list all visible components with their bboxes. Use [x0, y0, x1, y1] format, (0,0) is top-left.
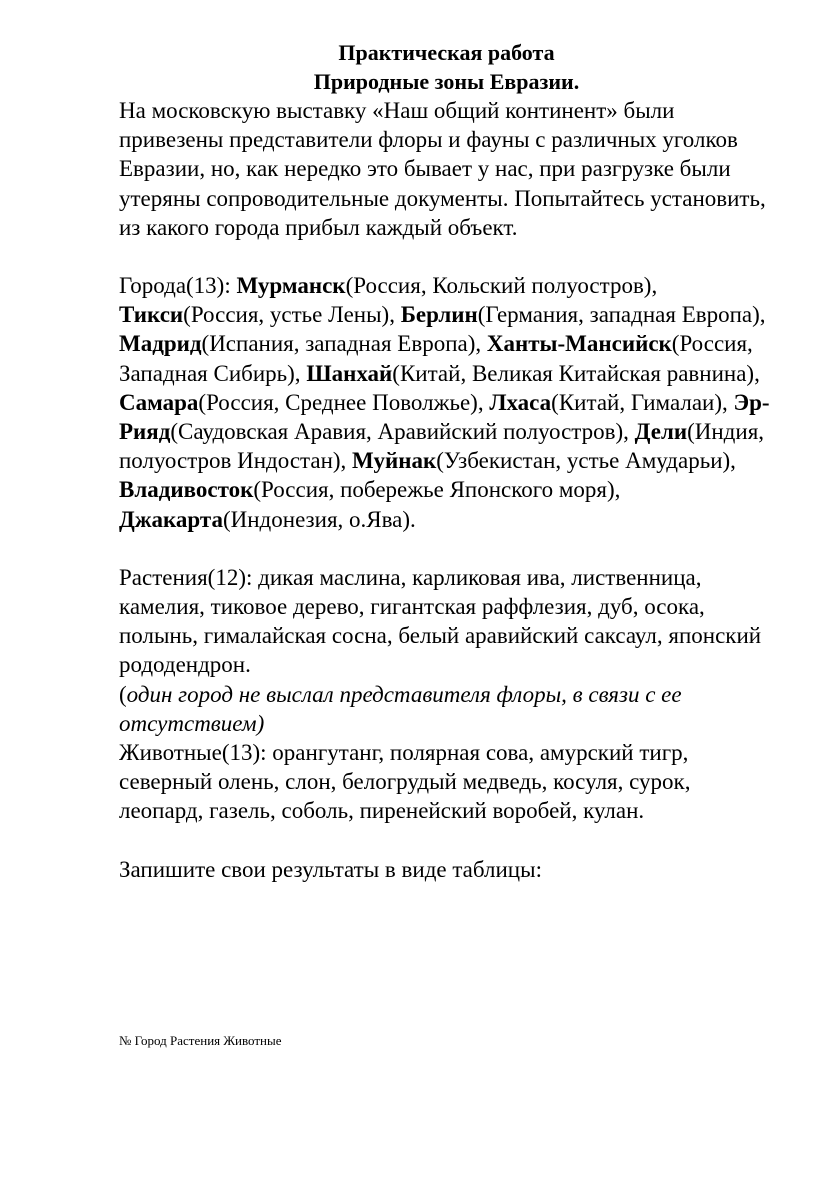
city-desc: (Саудовская Аравия, Аравийский полуостров), [170, 419, 635, 445]
city-name: Мурманск [236, 273, 346, 299]
city-name: Дели [634, 419, 688, 445]
city-name: Тикси [119, 302, 184, 328]
spacer [119, 826, 779, 855]
city-name: Владивосток [119, 477, 254, 503]
city-desc: (Россия, Западная Сибирь), [119, 331, 753, 386]
city-name: Шанхай [306, 360, 393, 386]
plants-paragraph: Растения(12): дикая маслина, карликовая ива, лиственница, камелия, тиковое дерево, гигантская раффлезия, дуб, осока, полынь, гималайская сосна, белый аравийский саксаул, японский рододендрон. [119, 564, 762, 678]
instruction-text: Запишите свои результаты в виде таблицы: [119, 856, 542, 882]
city-desc: (Испания, западная Европа), [201, 331, 487, 357]
city-desc: (Узбекистан, устье Амударьи), [436, 448, 736, 474]
city-name: Ханты-Мансийск [486, 331, 672, 357]
city-desc: (Россия, Кольский полуостров), [345, 273, 658, 299]
city-name: Лхаса [489, 389, 552, 415]
city-desc: (Германия, западная Европа), [477, 302, 766, 328]
title-line-2: Природные зоны Евразии. [313, 69, 580, 94]
spacer [119, 242, 779, 271]
note-italic-text: один город не выслал представителя флоры, в связи с ее отсутствием) [119, 681, 682, 736]
city-name: Мадрид [119, 331, 202, 357]
table-header-row: № Город Растения Животные [119, 1033, 282, 1048]
spacer [119, 534, 779, 563]
note-open-paren: ( [119, 681, 127, 707]
document-page [119, 38, 779, 884]
city-desc: (Китай, Великая Китайская равнина), [392, 360, 760, 386]
cities-label: Города(13): [119, 273, 237, 299]
city-name: Эр-Рияд [119, 389, 770, 445]
intro-paragraph: На московскую выставку «Наш общий континент» были привезены представители флоры и фауны с различных уголков Евразии, но, как нередко это бывает у нас, при разгрузке были утеряны сопроводительные документы. Попытайтесь установить, из какого города прибыл каждый объект. [119, 98, 766, 240]
animals-paragraph: Животные(13): орангутанг, полярная сова, амурский тигр, северный олень, слон, белогрудый медведь, косуля, сурок, леопард, газель, соболь, пиренейский воробей, кулан. [119, 740, 691, 824]
city-desc: (Китай, Гималаи), [551, 389, 734, 415]
plants-note [119, 680, 779, 738]
city-desc: (Индонезия, о.Ява). [222, 506, 416, 532]
city-name: Самара [119, 389, 199, 415]
city-name: Муйнак [352, 448, 437, 474]
cities-paragraph [119, 271, 779, 534]
city-desc: (Индия, полуостров Индостан), [119, 419, 765, 474]
city-desc: (Россия, побережье Японского моря), [253, 477, 621, 503]
title-line-1: Практическая работа [338, 40, 555, 65]
city-desc: (Россия, Среднее Поволжье), [198, 389, 490, 415]
city-name: Берлин [400, 302, 478, 328]
city-desc: (Россия, устье Лены), [183, 302, 401, 328]
city-name: Джакарта [119, 506, 223, 532]
